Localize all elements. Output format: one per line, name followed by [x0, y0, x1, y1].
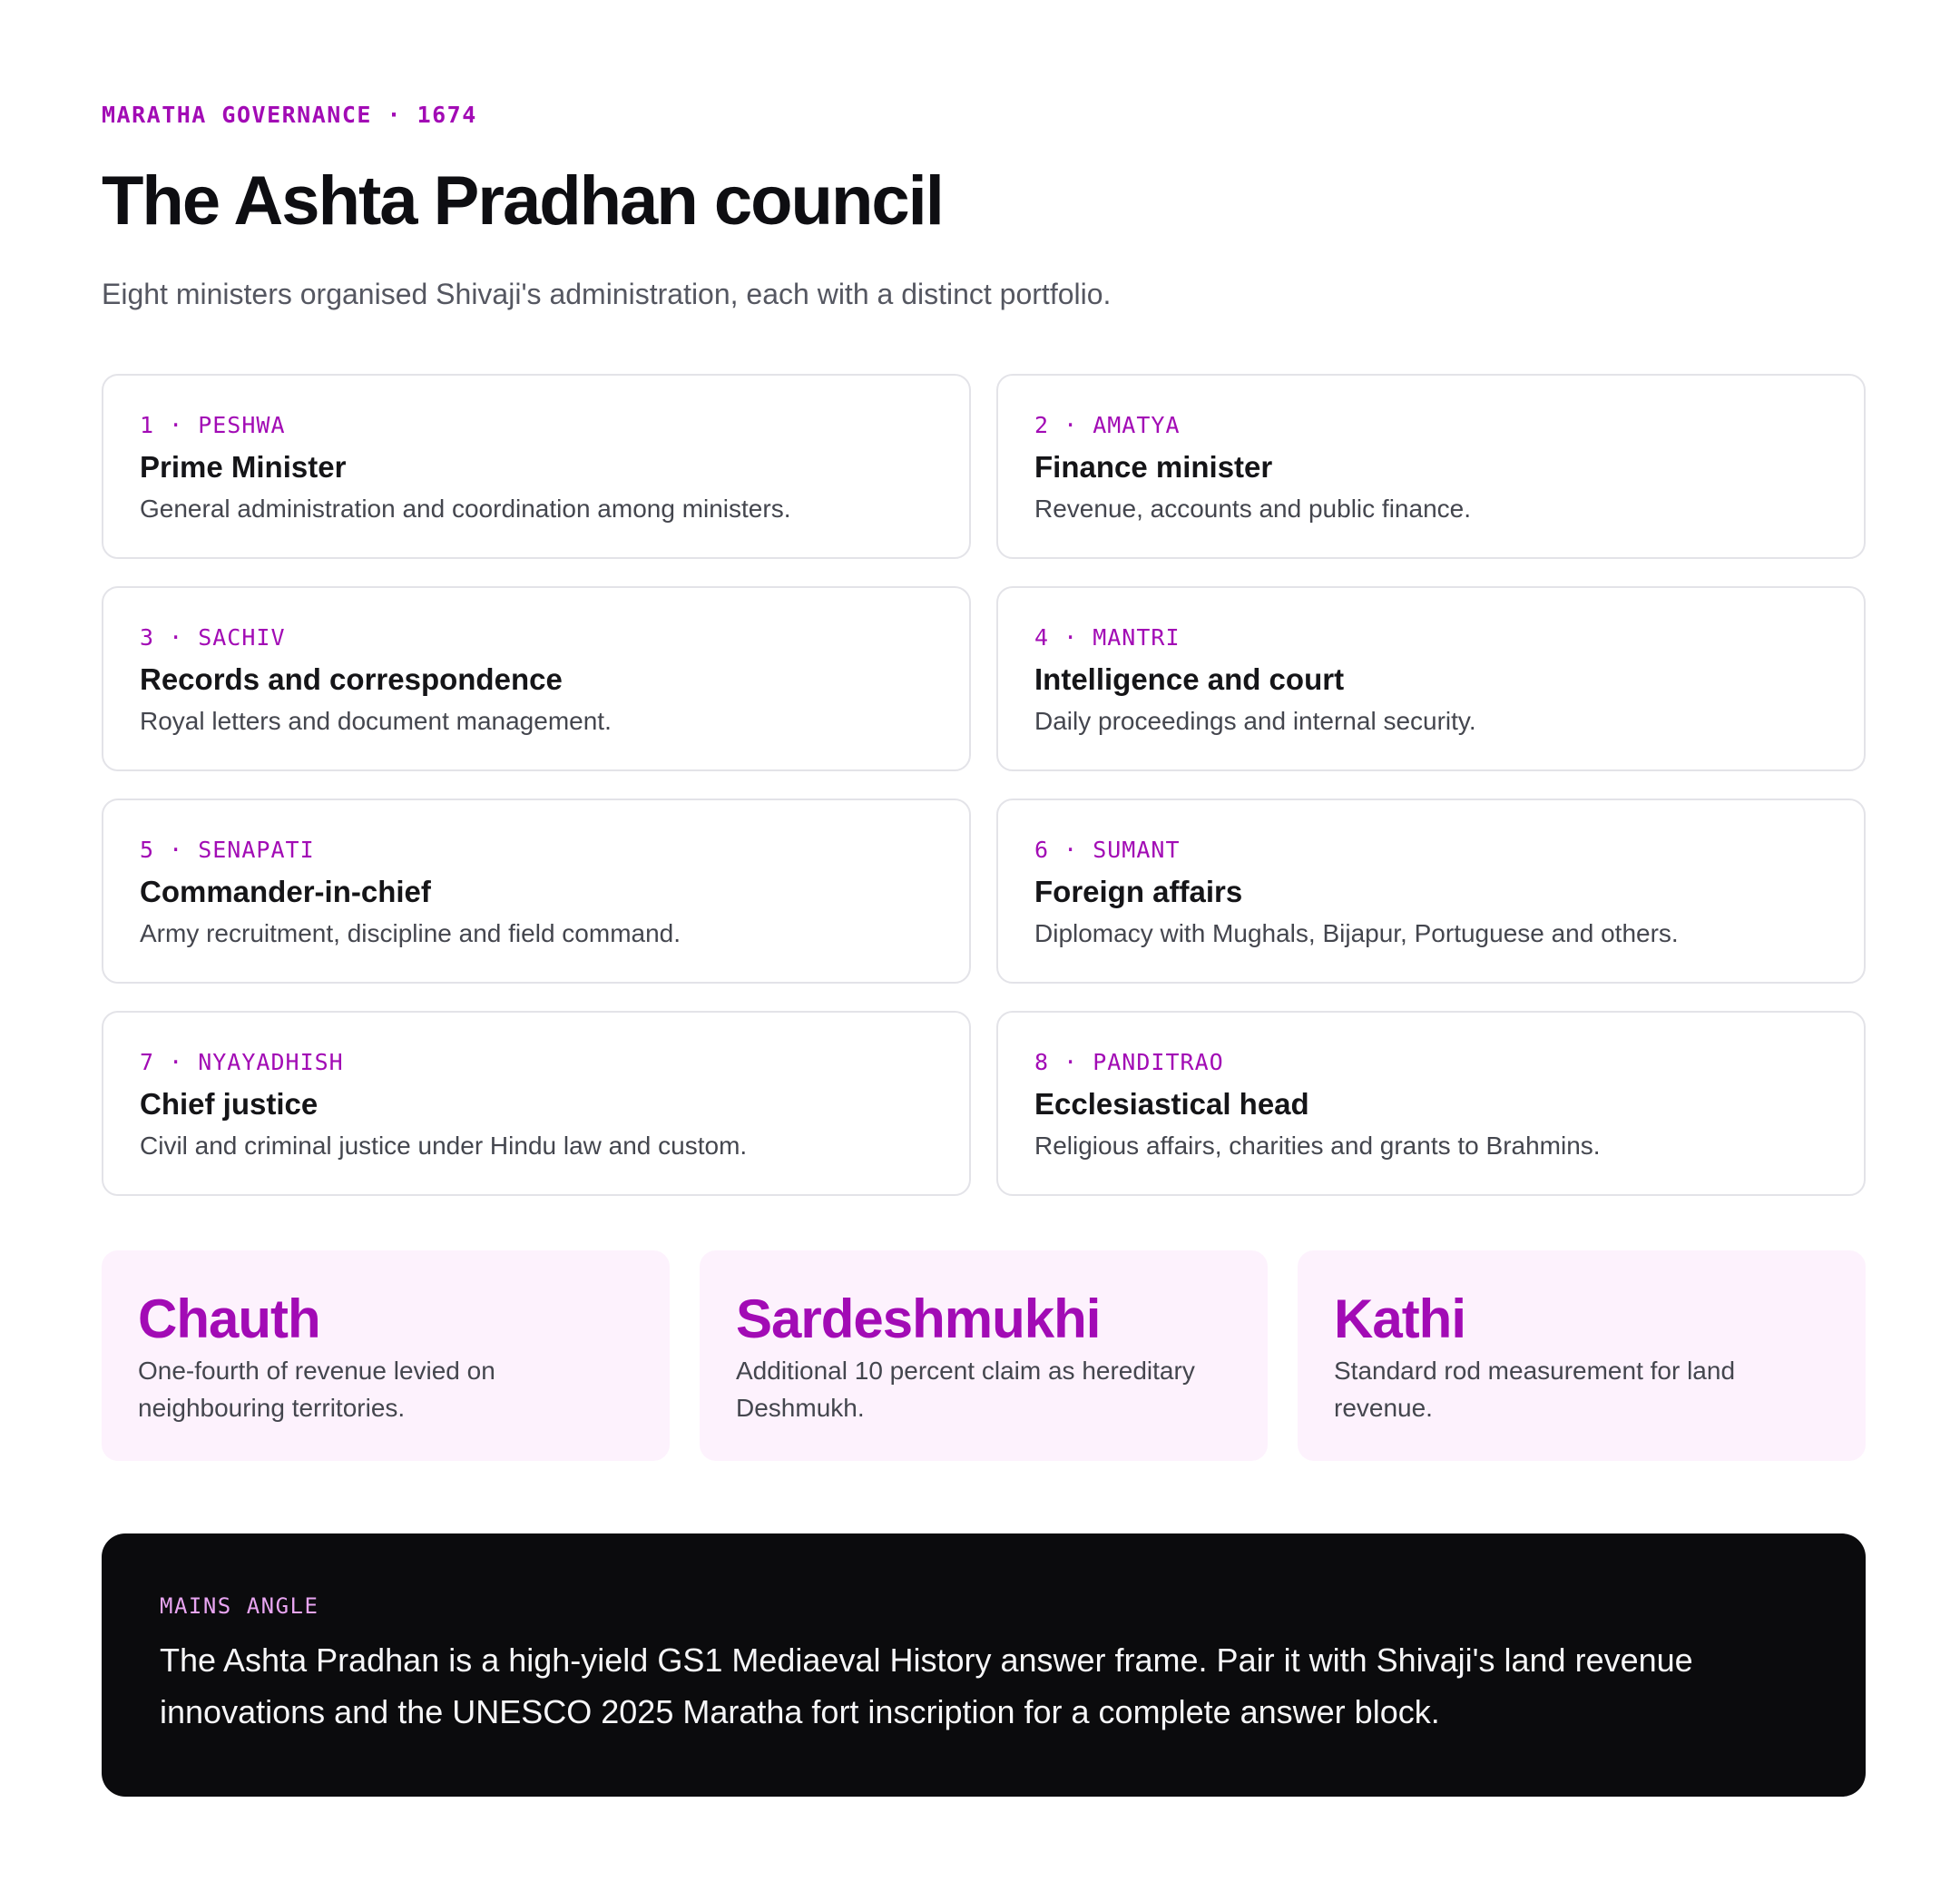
minister-title: Finance minister [1034, 450, 1273, 484]
page-subtitle: Eight ministers organised Shivaji's administration, each with a distinct portfolio. [102, 278, 1112, 310]
minister-description: Diplomacy with Mughals, Bijapur, Portuguese and others. [1034, 918, 1679, 947]
term-card-sardeshmukhi [700, 1250, 1268, 1461]
minister-description: Army recruitment, discipline and field command. [140, 918, 681, 947]
minister-description: Religious affairs, charities and grants to Brahmins. [1034, 1131, 1601, 1160]
minister-card-senapati [102, 799, 971, 984]
minister-tag: 2 · AMATYA [1034, 412, 1181, 438]
minister-description: Royal letters and document management. [140, 706, 612, 735]
mains-angle-panel [102, 1533, 1866, 1797]
minister-description: Daily proceedings and internal security. [1034, 706, 1476, 735]
mains-angle-label: MAINS ANGLE [160, 1593, 319, 1619]
minister-grid [102, 374, 1866, 1196]
minister-description: Revenue, accounts and public finance. [1034, 494, 1471, 523]
minister-title: Prime Minister [140, 450, 347, 484]
minister-tag: 7 · NYAYADHISH [140, 1049, 344, 1075]
term-description: Additional 10 percent claim as hereditary Deshmukh. [736, 1357, 1195, 1422]
revenue-terms [102, 1250, 1866, 1461]
minister-title: Ecclesiastical head [1034, 1087, 1309, 1121]
minister-title: Commander-in-chief [140, 875, 431, 908]
term-card-kathi [1298, 1250, 1866, 1461]
term-name: Kathi [1334, 1288, 1465, 1349]
term-description: Standard rod measurement for land revenue. [1334, 1357, 1736, 1422]
mains-angle-text: The Ashta Pradhan is a high-yield GS1 Mediaeval History answer frame. Pair it with Shivaji's land revenue innovations and the UNESCO 2025 Maratha fort inscription for a complete answer block. [160, 1641, 1693, 1730]
minister-title: Records and correspondence [140, 662, 563, 696]
minister-card-sachiv [102, 586, 971, 771]
term-description: One-fourth of revenue levied on neighbouring territories. [138, 1357, 495, 1422]
minister-title: Foreign affairs [1034, 875, 1243, 908]
minister-card-peshwa [102, 374, 971, 559]
minister-tag: 1 · PESHWA [140, 412, 286, 438]
minister-description: Civil and criminal justice under Hindu law and custom. [140, 1131, 748, 1160]
minister-tag: 8 · PANDITRAO [1034, 1049, 1224, 1075]
minister-card-sumant [996, 799, 1866, 984]
minister-tag: 4 · MANTRI [1034, 624, 1181, 651]
minister-card-amatya [996, 374, 1866, 559]
minister-tag: 5 · SENAPATI [140, 837, 315, 863]
eyebrow-label: MARATHA GOVERNANCE · 1674 [102, 102, 477, 128]
minister-title: Intelligence and court [1034, 662, 1345, 696]
minister-card-panditrao [996, 1011, 1866, 1196]
page-title: The Ashta Pradhan council [102, 162, 943, 240]
minister-card-mantri [996, 586, 1866, 771]
term-name: Sardeshmukhi [736, 1288, 1101, 1349]
minister-tag: 6 · SUMANT [1034, 837, 1181, 863]
minister-tag: 3 · SACHIV [140, 624, 286, 651]
minister-description: General administration and coordination among ministers. [140, 494, 791, 523]
minister-card-nyayadhish [102, 1011, 971, 1196]
term-card-chauth [102, 1250, 670, 1461]
term-name: Chauth [138, 1288, 320, 1349]
minister-title: Chief justice [140, 1087, 318, 1121]
